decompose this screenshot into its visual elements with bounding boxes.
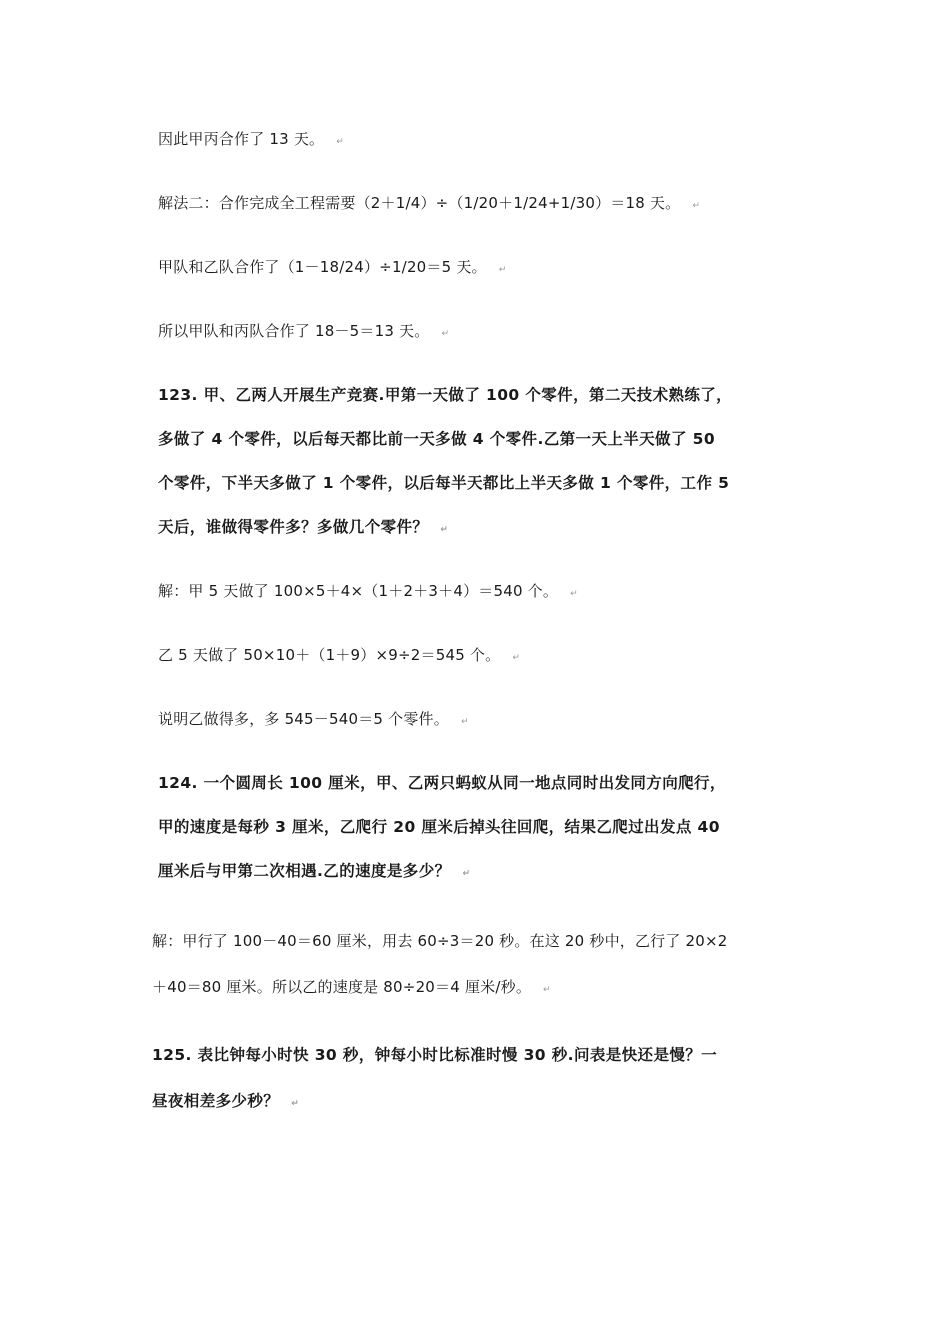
line-text: 个零件，下半天多做了 1 个零件，以后每半天都比上半天多做 1 个零件，工作 5 bbox=[158, 474, 730, 492]
line-text: 乙 5 天做了 50×10＋（1＋9）×9÷2＝545 个。 bbox=[158, 646, 501, 664]
problem-125-line-1 bbox=[152, 1044, 717, 1066]
line-text: 124. 一个圆周长 100 厘米，甲、乙两只蚂蚁从同一地点同时出发同方向爬行， bbox=[158, 774, 726, 792]
line-text: 所以甲队和丙队合作了 18－5＝13 天。 bbox=[158, 322, 430, 340]
line-text: 厘米后与甲第二次相遇.乙的速度是多少？ bbox=[158, 862, 451, 880]
line-text: 天后，谁做得零件多？多做几个零件？ bbox=[158, 518, 429, 536]
line-text: 125. 表比钟每小时快 30 秒，钟每小时比标准时慢 30 秒.问表是快还是慢？一 bbox=[152, 1046, 718, 1064]
line-text: 解：甲行了 100－40＝60 厘米，用去 60÷3＝20 秒。在这 20 秒中，乙行了 20×2 bbox=[152, 932, 728, 950]
problem-123-line-4 bbox=[158, 516, 448, 541]
problem-123-line-1 bbox=[158, 384, 732, 406]
line-text: 解：甲 5 天做了 100×5＋4×（1＋2＋3＋4）＝540 个。 bbox=[158, 582, 559, 600]
line-text: 解法二：合作完成全工程需要（2＋1/4）÷（1/20＋1/24+1/30）＝18 天。 bbox=[158, 194, 681, 212]
problem-125-line-2 bbox=[152, 1090, 299, 1115]
problem-124-line-3 bbox=[158, 860, 470, 885]
problem-124-line-1 bbox=[158, 772, 726, 794]
line-text: 123. 甲、乙两人开展生产竞赛.甲第一天做了 100 个零件，第二天技术熟练了， bbox=[158, 386, 733, 404]
text-line-16 bbox=[152, 976, 551, 1001]
line-text: 多做了 4 个零件，以后每天都比前一天多做 4 个零件.乙第一天上半天做了 50 bbox=[158, 430, 716, 448]
paragraph-mark-icon: ↵ bbox=[460, 717, 469, 727]
paragraph-mark-icon: ↵ bbox=[441, 329, 450, 339]
line-text: 昼夜相差多少秒？ bbox=[152, 1092, 280, 1110]
text-line-9 bbox=[158, 580, 578, 605]
problem-123-line-3 bbox=[158, 472, 729, 494]
line-text: 因此甲丙合作了 13 天。 bbox=[158, 130, 325, 148]
paragraph-mark-icon: ↵ bbox=[570, 589, 578, 599]
paragraph-mark-icon: ↵ bbox=[291, 1099, 300, 1109]
paragraph-mark-icon: ↵ bbox=[498, 265, 507, 275]
paragraph-mark-icon: ↵ bbox=[336, 137, 344, 147]
paragraph-mark-icon: ↵ bbox=[462, 869, 471, 879]
line-text: ＋40＝80 厘米。所以乙的速度是 80÷20＝4 厘米/秒。 bbox=[152, 978, 532, 996]
paragraph-mark-icon: ↵ bbox=[543, 985, 551, 995]
text-line-15 bbox=[152, 930, 728, 952]
text-line-10 bbox=[158, 644, 520, 669]
line-text: 甲队和乙队合作了（1－18/24）÷1/20＝5 天。 bbox=[158, 258, 487, 276]
text-line-4 bbox=[158, 320, 449, 345]
problem-124-line-2 bbox=[158, 816, 720, 838]
text-line-3 bbox=[158, 256, 507, 281]
text-line-1 bbox=[158, 128, 344, 153]
problem-123-line-2 bbox=[158, 428, 715, 450]
paragraph-mark-icon: ↵ bbox=[440, 525, 449, 535]
paragraph-mark-icon: ↵ bbox=[692, 201, 701, 211]
line-text: 说明乙做得多，多 545－540＝5 个零件。 bbox=[158, 710, 449, 728]
paragraph-mark-icon: ↵ bbox=[512, 653, 521, 663]
line-text: 甲的速度是每秒 3 厘米，乙爬行 20 厘米后掉头往回爬，结果乙爬过出发点 40 bbox=[158, 818, 720, 836]
text-line-2 bbox=[158, 192, 700, 217]
text-line-11 bbox=[158, 708, 469, 733]
